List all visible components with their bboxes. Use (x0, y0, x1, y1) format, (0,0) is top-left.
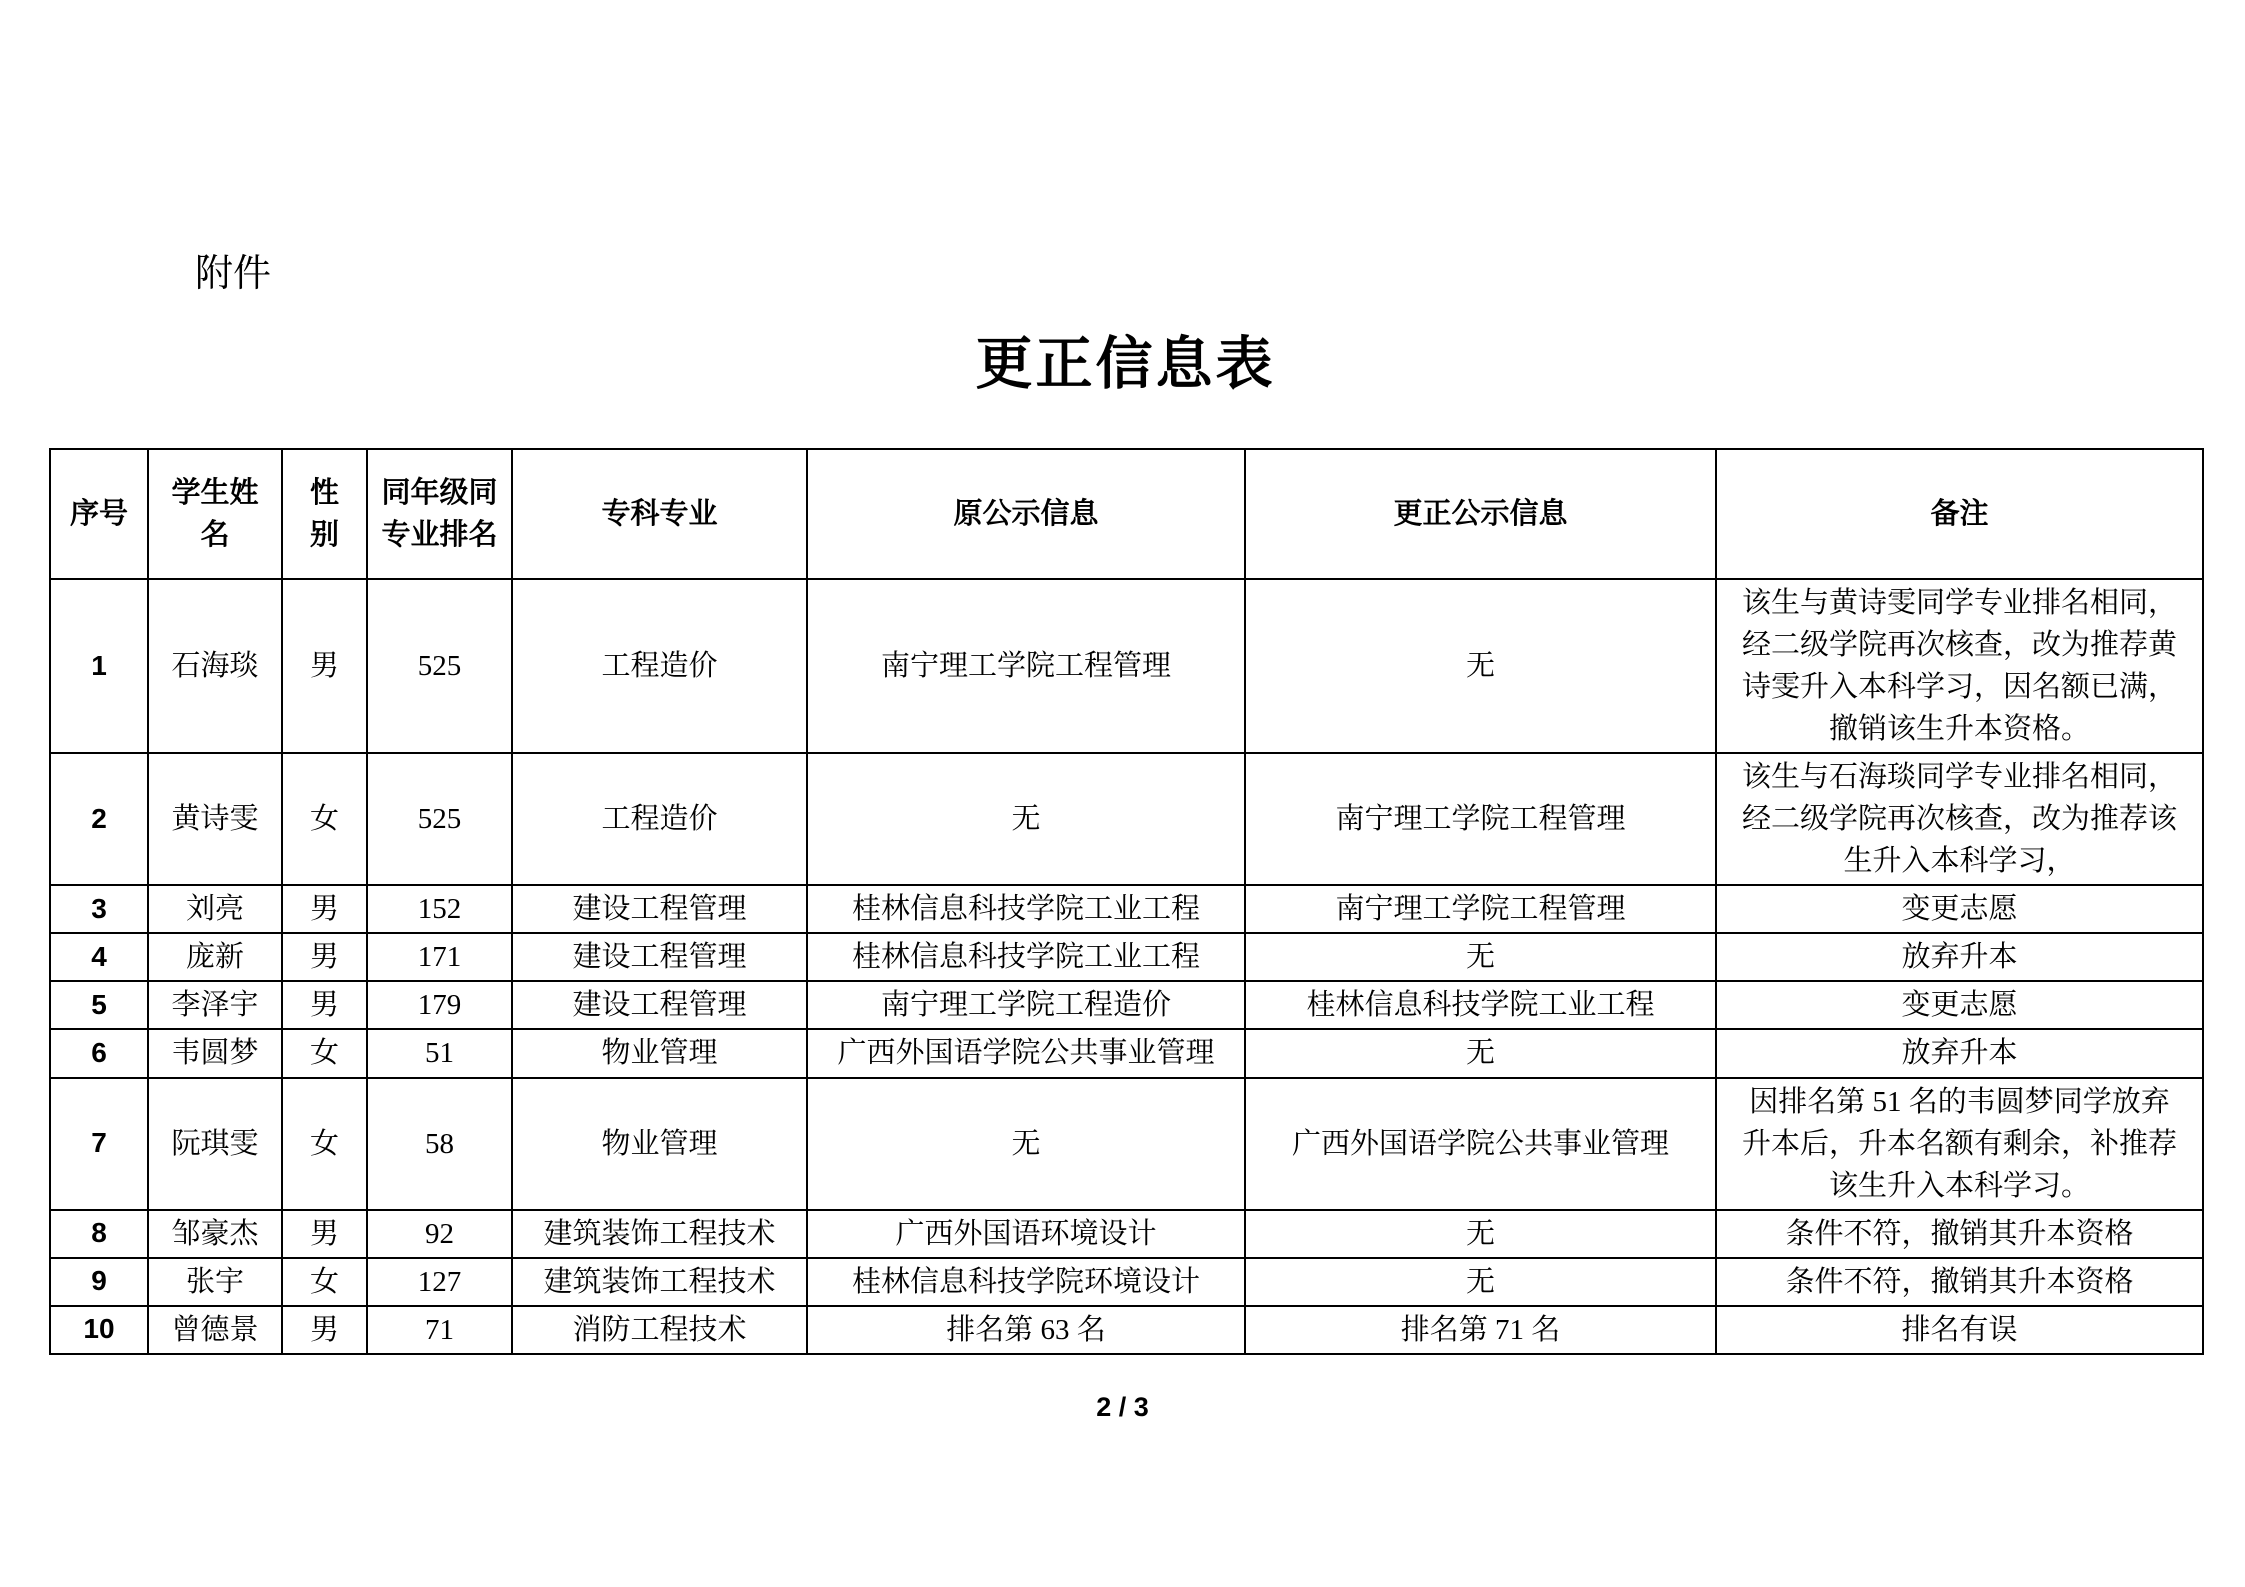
cell-name: 曾德景 (148, 1306, 282, 1354)
cell-corrected: 南宁理工学院工程管理 (1245, 753, 1716, 885)
cell-gender: 男 (282, 981, 367, 1029)
cell-major: 工程造价 (512, 753, 807, 885)
cell-rank: 92 (367, 1210, 512, 1258)
cell-major: 物业管理 (512, 1029, 807, 1077)
cell-seq: 10 (50, 1306, 148, 1354)
table-row (50, 1210, 2203, 1258)
column-header-name: 学生姓名 (148, 449, 282, 579)
cell-seq: 6 (50, 1029, 148, 1077)
cell-seq: 5 (50, 981, 148, 1029)
column-header-original: 原公示信息 (807, 449, 1245, 579)
cell-gender: 男 (282, 885, 367, 933)
cell-corrected: 无 (1245, 579, 1716, 753)
cell-original: 无 (807, 1078, 1245, 1210)
cell-rank: 171 (367, 933, 512, 981)
cell-major: 建筑装饰工程技术 (512, 1258, 807, 1306)
correction-table (49, 448, 2204, 1355)
cell-major: 建设工程管理 (512, 933, 807, 981)
table-row (50, 1258, 2203, 1306)
cell-original: 广西外国语学院公共事业管理 (807, 1029, 1245, 1077)
cell-gender: 男 (282, 1306, 367, 1354)
cell-seq: 7 (50, 1078, 148, 1210)
cell-original: 排名第 63 名 (807, 1306, 1245, 1354)
cell-seq: 4 (50, 933, 148, 981)
cell-major: 物业管理 (512, 1078, 807, 1210)
cell-name: 黄诗雯 (148, 753, 282, 885)
cell-name: 韦圆梦 (148, 1029, 282, 1077)
table-row (50, 1029, 2203, 1077)
cell-gender: 女 (282, 753, 367, 885)
cell-rank: 58 (367, 1078, 512, 1210)
table-row (50, 885, 2203, 933)
cell-name: 邹豪杰 (148, 1210, 282, 1258)
cell-gender: 女 (282, 1078, 367, 1210)
cell-name: 石海琰 (148, 579, 282, 753)
cell-name: 庞新 (148, 933, 282, 981)
cell-major: 工程造价 (512, 579, 807, 753)
column-header-seq: 序号 (50, 449, 148, 579)
cell-corrected: 南宁理工学院工程管理 (1245, 885, 1716, 933)
cell-original: 桂林信息科技学院工业工程 (807, 885, 1245, 933)
column-header-major: 专科专业 (512, 449, 807, 579)
cell-major: 建设工程管理 (512, 885, 807, 933)
cell-name: 张宇 (148, 1258, 282, 1306)
page-title: 更正信息表 (975, 333, 1276, 396)
table-row (50, 753, 2203, 885)
cell-remark: 条件不符，撤销其升本资格 (1716, 1258, 2203, 1306)
cell-gender: 男 (282, 1210, 367, 1258)
cell-seq: 8 (50, 1210, 148, 1258)
cell-remark: 该生与黄诗雯同学专业排名相同，经二级学院再次核查，改为推荐黄诗雯升入本科学习，因名额已满，撤销该生升本资格。 (1716, 579, 2203, 753)
cell-original: 南宁理工学院工程造价 (807, 981, 1245, 1029)
cell-gender: 女 (282, 1029, 367, 1077)
cell-corrected: 无 (1245, 933, 1716, 981)
page-number: 2 / 3 (1096, 1392, 1149, 1422)
cell-gender: 男 (282, 933, 367, 981)
cell-seq: 3 (50, 885, 148, 933)
cell-rank: 71 (367, 1306, 512, 1354)
attachment-label: 附件 (195, 253, 272, 295)
cell-rank: 127 (367, 1258, 512, 1306)
cell-corrected: 广西外国语学院公共事业管理 (1245, 1078, 1716, 1210)
cell-remark: 放弃升本 (1716, 1029, 2203, 1077)
cell-corrected: 排名第 71 名 (1245, 1306, 1716, 1354)
cell-seq: 2 (50, 753, 148, 885)
cell-rank: 152 (367, 885, 512, 933)
column-header-rank: 同年级同专业排名 (367, 449, 512, 579)
table-row (50, 1306, 2203, 1354)
cell-remark: 变更志愿 (1716, 981, 2203, 1029)
table-row (50, 933, 2203, 981)
column-header-remark: 备注 (1716, 449, 2203, 579)
cell-gender: 女 (282, 1258, 367, 1306)
table-row (50, 981, 2203, 1029)
cell-rank: 179 (367, 981, 512, 1029)
cell-remark: 条件不符，撤销其升本资格 (1716, 1210, 2203, 1258)
cell-seq: 1 (50, 579, 148, 753)
table-row (50, 1078, 2203, 1210)
cell-major: 建设工程管理 (512, 981, 807, 1029)
cell-original: 桂林信息科技学院环境设计 (807, 1258, 1245, 1306)
cell-remark: 该生与石海琰同学专业排名相同，经二级学院再次核查，改为推荐该生升入本科学习， (1716, 753, 2203, 885)
cell-rank: 525 (367, 753, 512, 885)
column-header-gender: 性别 (282, 449, 367, 579)
cell-remark: 变更志愿 (1716, 885, 2203, 933)
cell-corrected: 无 (1245, 1258, 1716, 1306)
table-row (50, 579, 2203, 753)
cell-major: 消防工程技术 (512, 1306, 807, 1354)
cell-original: 广西外国语环境设计 (807, 1210, 1245, 1258)
cell-corrected: 无 (1245, 1210, 1716, 1258)
cell-name: 李泽宇 (148, 981, 282, 1029)
cell-gender: 男 (282, 579, 367, 753)
cell-name: 阮琪雯 (148, 1078, 282, 1210)
cell-remark: 因排名第 51 名的韦圆梦同学放弃升本后，升本名额有剩余，补推荐该生升入本科学习。 (1716, 1078, 2203, 1210)
cell-seq: 9 (50, 1258, 148, 1306)
table-header (50, 449, 2203, 579)
cell-remark: 排名有误 (1716, 1306, 2203, 1354)
table-body (50, 579, 2203, 1354)
header-row (50, 449, 2203, 579)
cell-original: 南宁理工学院工程管理 (807, 579, 1245, 753)
cell-corrected: 无 (1245, 1029, 1716, 1077)
cell-remark: 放弃升本 (1716, 933, 2203, 981)
cell-major: 建筑装饰工程技术 (512, 1210, 807, 1258)
cell-rank: 51 (367, 1029, 512, 1077)
cell-corrected: 桂林信息科技学院工业工程 (1245, 981, 1716, 1029)
cell-rank: 525 (367, 579, 512, 753)
column-header-corrected: 更正公示信息 (1245, 449, 1716, 579)
cell-name: 刘亮 (148, 885, 282, 933)
cell-original: 无 (807, 753, 1245, 885)
cell-original: 桂林信息科技学院工业工程 (807, 933, 1245, 981)
